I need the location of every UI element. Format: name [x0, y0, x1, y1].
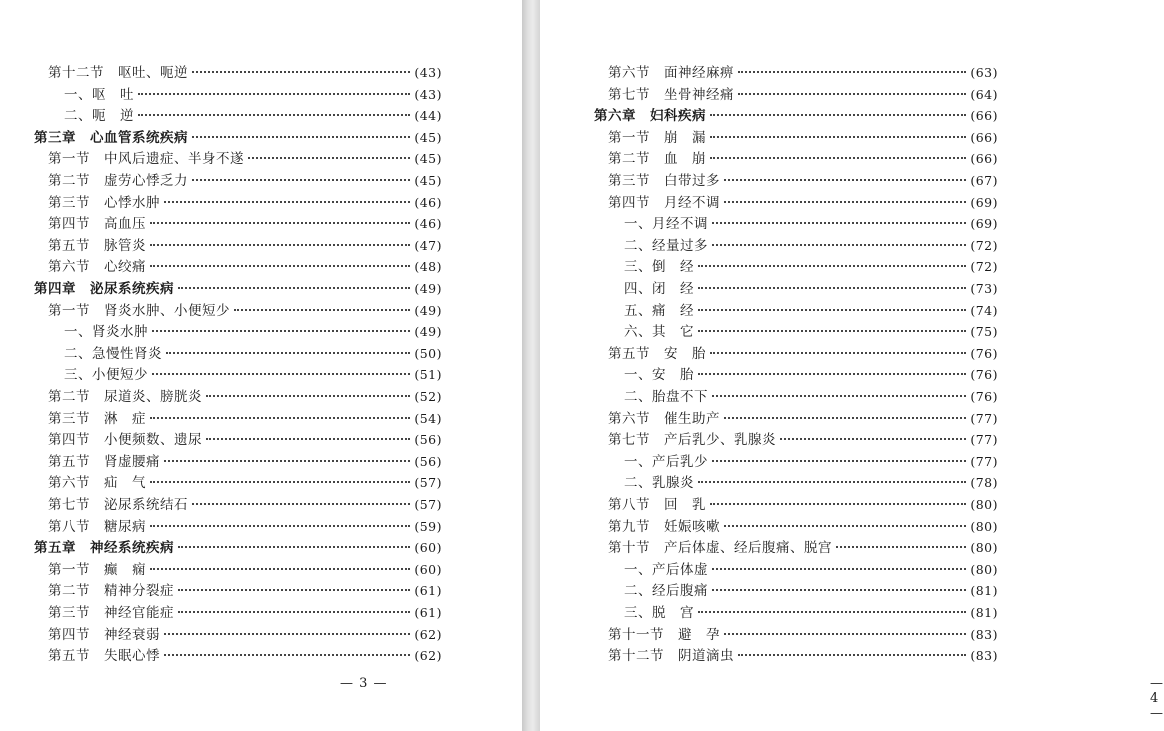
toc-entry: [34, 536, 442, 558]
toc-entry-title: 第三节 白带过多: [608, 173, 720, 189]
toc-entry-page-number: (49): [414, 324, 442, 340]
toc-entry: [608, 407, 998, 429]
dot-leader: [724, 633, 966, 635]
toc-entry-page-number: (49): [414, 302, 442, 318]
toc-entry-title: 第八节 糖尿病: [48, 518, 146, 535]
toc-entry-page-number: (63): [970, 65, 998, 80]
toc-entry-title: 二、经量过多: [624, 237, 708, 254]
dot-leader: [836, 546, 966, 548]
dot-leader: [150, 481, 410, 483]
dot-leader: [150, 244, 410, 246]
toc-entry-title: 第八节 回 乳: [608, 497, 706, 513]
dot-leader: [698, 287, 966, 289]
toc-entry-page-number: (45): [414, 173, 442, 188]
toc-entry: [608, 493, 998, 515]
toc-entry-title: 第十节 产后体虚、经后腹痛、脱宫: [608, 540, 832, 557]
toc-entry-page-number: (74): [970, 302, 998, 318]
dot-leader: [724, 417, 966, 419]
dot-leader: [150, 265, 410, 267]
toc-entry-title: 六、其 它: [624, 324, 694, 341]
toc-entry-title: 第七节 泌尿系统结石: [48, 497, 188, 513]
toc-entry: [48, 61, 442, 83]
toc-entry-title: 三、小便短少: [64, 367, 148, 384]
toc-entry-title: 一、产后体虚: [624, 561, 708, 578]
toc-entry-title: 第四节 月经不调: [608, 194, 720, 211]
toc-entry-page-number: (66): [970, 129, 998, 145]
toc-entry-title: 二、胎盘不下: [624, 389, 708, 405]
toc-entry-title: 第四节 小便频数、遗尿: [48, 432, 202, 449]
toc-entry: [48, 385, 442, 407]
toc-entry: [608, 61, 998, 83]
toc-entry-page-number: (80): [970, 540, 998, 556]
dot-leader: [192, 503, 410, 505]
toc-entry-page-number: (80): [970, 497, 998, 512]
dot-leader: [698, 373, 966, 375]
toc-entry-title: 第七节 坐骨神经痛: [608, 86, 734, 103]
toc-entry-page-number: (45): [414, 151, 442, 167]
toc-entry-page-number: (67): [970, 173, 998, 188]
toc-entry-title: 一、肾炎水肿: [64, 324, 148, 341]
toc-entry-page-number: (56): [414, 432, 442, 448]
dot-leader: [710, 503, 966, 505]
toc-entry-title: 第一节 癫 痫: [48, 561, 146, 578]
toc-entry: [608, 428, 998, 450]
dot-leader: [192, 71, 410, 73]
page-number-left: — 3 —: [340, 676, 388, 691]
toc-entry-page-number: (60): [414, 540, 442, 556]
toc-entry: [624, 255, 998, 277]
toc-entry-page-number: (62): [414, 626, 442, 642]
dot-leader: [712, 568, 966, 570]
toc-entry-page-number: (66): [970, 108, 998, 124]
dot-leader: [712, 222, 966, 224]
toc-entry-title: 第五节 安 胎: [608, 345, 706, 362]
dot-leader: [164, 633, 410, 635]
dot-leader: [780, 438, 966, 440]
page-number-right: — 4 —: [1150, 676, 1164, 721]
toc-entry-title: 第一节 崩 漏: [608, 129, 706, 146]
toc-entry-page-number: (46): [414, 216, 442, 232]
toc-entry: [624, 385, 998, 407]
dot-leader: [164, 201, 410, 203]
toc-entry: [48, 255, 442, 277]
toc-entry-title: 第六节 催生助产: [608, 410, 720, 427]
toc-entry: [64, 342, 442, 364]
toc-entry: [624, 579, 998, 601]
toc-entry-title: 四、闭 经: [624, 281, 694, 297]
toc-entry-page-number: (60): [414, 561, 442, 577]
toc-entry-page-number: (73): [970, 281, 998, 296]
toc-entry-title: 三、脱 宫: [624, 605, 694, 621]
toc-entry: [48, 515, 442, 537]
toc-entry: [48, 407, 442, 429]
toc-entry-title: 第五节 肾虚腰痛: [48, 453, 160, 470]
toc-entry-page-number: (50): [414, 345, 442, 361]
toc-entry-page-number: (47): [414, 237, 442, 253]
toc-entry-page-number: (44): [414, 108, 442, 124]
toc-entry-page-number: (76): [970, 389, 998, 404]
toc-entry: [48, 644, 442, 666]
toc-entry-title: 第二节 血 崩: [608, 151, 706, 168]
toc-entry-title: 第三节 心悸水肿: [48, 194, 160, 211]
dot-leader: [152, 330, 410, 332]
toc-entry: [608, 623, 998, 645]
page-gutter: [522, 0, 540, 731]
toc-entry-page-number: (54): [414, 410, 442, 426]
toc-entry-title: 一、安 胎: [624, 367, 694, 384]
toc-entry-title: 第十一节 避 孕: [608, 626, 720, 643]
toc-entry-title: 第七节 产后乳少、乳腺炎: [608, 432, 776, 449]
toc-entry-page-number: (75): [970, 324, 998, 340]
toc-entry: [624, 450, 998, 472]
toc-entry-page-number: (80): [970, 561, 998, 577]
dot-leader: [150, 222, 410, 224]
toc-entry: [624, 363, 998, 385]
toc-entry-title: 第二节 尿道炎、膀胱炎: [48, 389, 202, 405]
dot-leader: [192, 136, 410, 138]
toc-entry-page-number: (69): [970, 216, 998, 232]
toc-entry-title: 第三节 淋 症: [48, 410, 146, 427]
toc-entry: [608, 169, 998, 191]
toc-entry-page-number: (48): [414, 259, 442, 275]
dot-leader: [738, 93, 966, 95]
toc-entry-page-number: (78): [970, 475, 998, 491]
toc-entry: [624, 299, 998, 321]
dot-leader: [738, 654, 966, 656]
toc-entry-title: 第十二节 阴道滴虫: [608, 648, 734, 665]
toc-entry-page-number: (81): [970, 605, 998, 620]
toc-entry-page-number: (52): [414, 389, 442, 404]
toc-entry-title: 一、产后乳少: [624, 453, 708, 470]
toc-entry: [48, 169, 442, 191]
dot-leader: [164, 654, 410, 656]
dot-leader: [710, 352, 966, 354]
dot-leader: [248, 157, 410, 159]
toc-entry-page-number: (77): [970, 453, 998, 469]
toc-entry: [594, 104, 998, 126]
dot-leader: [164, 460, 410, 462]
toc-entry-title: 第十二节 呕吐、呃逆: [48, 65, 188, 81]
toc-entry: [48, 558, 442, 580]
toc-entry: [48, 234, 442, 256]
dot-leader: [698, 481, 966, 483]
toc-entry-title: 第一节 肾炎水肿、小便短少: [48, 302, 230, 319]
toc-entry: [608, 147, 998, 169]
dot-leader: [724, 525, 966, 527]
toc-entry-page-number: (76): [970, 367, 998, 383]
dot-leader: [712, 589, 966, 591]
toc-entry: [608, 644, 998, 666]
toc-entry-title: 二、乳腺炎: [624, 475, 694, 492]
toc-entry-title: 第四章 泌尿系统疾病: [34, 281, 174, 297]
toc-entry-page-number: (72): [970, 259, 998, 275]
toc-entry-page-number: (69): [970, 194, 998, 210]
toc-entry-page-number: (72): [970, 237, 998, 253]
dot-leader: [698, 611, 966, 613]
toc-entry: [48, 428, 442, 450]
toc-entry-page-number: (61): [414, 605, 442, 620]
dot-leader: [710, 136, 966, 138]
toc-entry-page-number: (45): [414, 129, 442, 145]
toc-entry: [608, 191, 998, 213]
toc-entry-page-number: (77): [970, 432, 998, 448]
toc-entry-page-number: (56): [414, 453, 442, 469]
dot-leader: [152, 373, 410, 375]
toc-entry: [48, 601, 442, 623]
toc-entry: [48, 471, 442, 493]
toc-entry: [608, 83, 998, 105]
toc-entry-title: 二、急慢性肾炎: [64, 345, 162, 362]
dot-leader: [206, 395, 410, 397]
toc-entry: [48, 579, 442, 601]
toc-entry: [608, 536, 998, 558]
toc-entry-page-number: (57): [414, 497, 442, 512]
toc-entry-title: 一、月经不调: [624, 216, 708, 233]
toc-entry: [48, 493, 442, 515]
toc-entry: [624, 471, 998, 493]
left-page: [0, 0, 522, 731]
toc-entry-title: 第六节 面神经麻痹: [608, 65, 734, 81]
toc-entry: [624, 277, 998, 299]
toc-entry-page-number: (64): [970, 86, 998, 102]
dot-leader: [234, 309, 410, 311]
dot-leader: [178, 546, 410, 548]
toc-entry-title: 第二节 虚劳心悸乏力: [48, 173, 188, 189]
dot-leader: [178, 589, 410, 591]
dot-leader: [192, 179, 410, 181]
dot-leader: [178, 287, 410, 289]
toc-entry: [34, 277, 442, 299]
toc-entry-title: 第二节 精神分裂症: [48, 583, 174, 600]
toc-entry-title: 第九节 妊娠咳嗽: [608, 518, 720, 535]
dot-leader: [724, 179, 966, 181]
toc-entry: [48, 450, 442, 472]
toc-entry: [608, 342, 998, 364]
toc-entry-title: 第五节 失眠心悸: [48, 648, 160, 665]
toc-entry-page-number: (46): [414, 194, 442, 210]
toc-entry-title: 二、呃 逆: [64, 108, 134, 125]
toc-entry: [624, 320, 998, 342]
toc-entry-page-number: (62): [414, 648, 442, 664]
dot-leader: [150, 417, 410, 419]
dot-leader: [712, 244, 966, 246]
toc-entry-title: 第一节 中风后遗症、半身不遂: [48, 151, 244, 168]
toc-entry-page-number: (57): [414, 475, 442, 491]
toc-entry-page-number: (77): [970, 410, 998, 426]
dot-leader: [710, 114, 966, 116]
toc-entry-page-number: (43): [414, 86, 442, 102]
dot-leader: [724, 201, 966, 203]
dot-leader: [712, 395, 966, 397]
dot-leader: [150, 525, 410, 527]
toc-entry-page-number: (43): [414, 65, 442, 80]
toc-entry: [624, 212, 998, 234]
toc-entry-page-number: (51): [414, 367, 442, 383]
toc-entry-title: 第六节 疝 气: [48, 475, 146, 492]
dot-leader: [206, 438, 410, 440]
toc-entry: [64, 104, 442, 126]
toc-entry-title: 第四节 高血压: [48, 216, 146, 233]
toc-entry-title: 第六章 妇科疾病: [594, 108, 706, 125]
toc-entry: [64, 363, 442, 385]
dot-leader: [150, 568, 410, 570]
toc-entry-title: 第三章 心血管系统疾病: [34, 129, 188, 146]
toc-entry: [48, 299, 442, 321]
toc-entry-page-number: (59): [414, 518, 442, 534]
dot-leader: [698, 265, 966, 267]
toc-entry-page-number: (81): [970, 583, 998, 599]
toc-entry-page-number: (83): [970, 648, 998, 664]
toc-entry: [48, 623, 442, 645]
toc-entry: [64, 83, 442, 105]
right-page: [540, 0, 1164, 731]
toc-entry-page-number: (66): [970, 151, 998, 167]
toc-entry-title: 五、痛 经: [624, 302, 694, 319]
toc-entry: [608, 126, 998, 148]
toc-entry: [624, 601, 998, 623]
toc-entry: [48, 191, 442, 213]
toc-entry: [624, 234, 998, 256]
toc-entry-page-number: (76): [970, 345, 998, 361]
toc-entry-title: 第三节 神经官能症: [48, 605, 174, 621]
toc-entry: [48, 212, 442, 234]
toc-entry-title: 第五节 脉管炎: [48, 237, 146, 254]
toc-entry-page-number: (61): [414, 583, 442, 599]
toc-entry-page-number: (49): [414, 281, 442, 296]
dot-leader: [738, 71, 966, 73]
toc-entry-title: 第四节 神经衰弱: [48, 626, 160, 643]
toc-entry: [624, 558, 998, 580]
toc-entry-page-number: (80): [970, 518, 998, 534]
dot-leader: [698, 309, 966, 311]
toc-entry-title: 三、倒 经: [624, 259, 694, 276]
toc-entry: [608, 515, 998, 537]
toc-entry-title: 一、呕 吐: [64, 86, 134, 103]
dot-leader: [178, 611, 410, 613]
dot-leader: [138, 114, 410, 116]
toc-entry-title: 第六节 心绞痛: [48, 259, 146, 276]
toc-entry-title: 二、经后腹痛: [624, 583, 708, 600]
toc-entry: [64, 320, 442, 342]
toc-entry: [34, 126, 442, 148]
toc-entry-page-number: (83): [970, 626, 998, 642]
dot-leader: [166, 352, 410, 354]
dot-leader: [710, 157, 966, 159]
dot-leader: [138, 93, 410, 95]
dot-leader: [698, 330, 966, 332]
dot-leader: [712, 460, 966, 462]
toc-entry-title: 第五章 神经系统疾病: [34, 540, 174, 557]
toc-entry: [48, 147, 442, 169]
